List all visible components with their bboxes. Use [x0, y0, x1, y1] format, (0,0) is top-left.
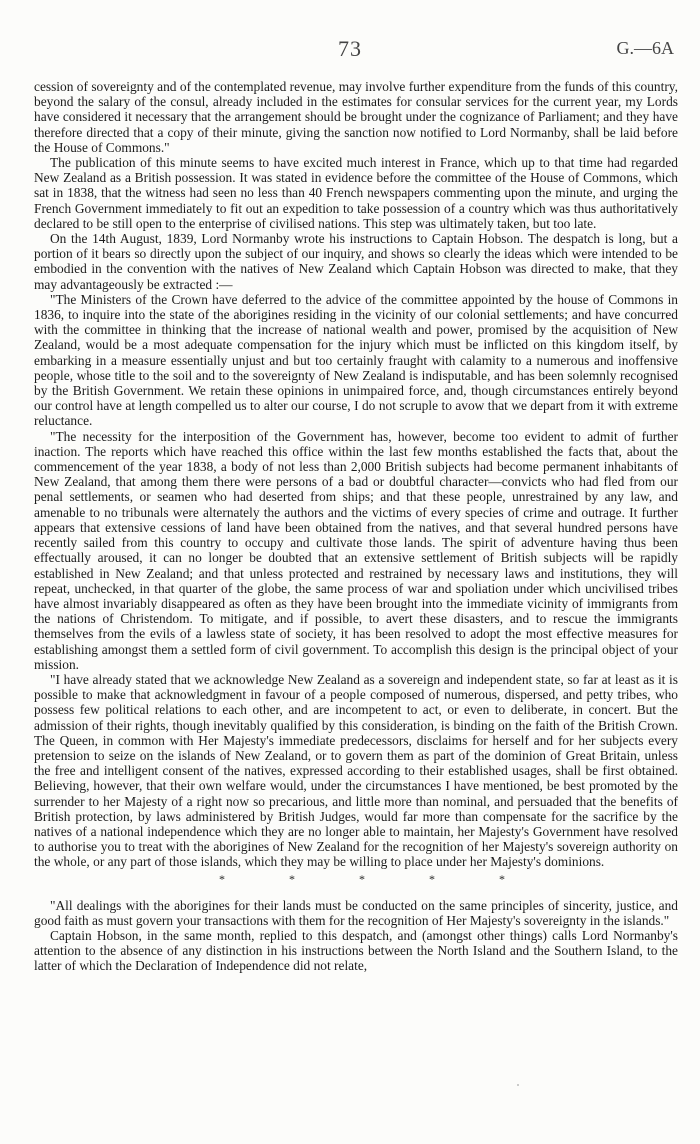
asterisk: *	[219, 871, 225, 886]
body-text	[34, 79, 678, 974]
asterisk: *	[359, 871, 365, 886]
asterisk: *	[289, 871, 295, 886]
paragraph-continued: cession of sovereignty and of the contemplated revenue, may involve further expenditure from the funds of this country, beyond the salary of the consul, already included in the estimates for consular services for the current year, my Lords have considered it necessary that the arrangement should be brought under the cognizance of Parliament; and they have therefore directed that a copy of their minute, giving the sanction now notified to Lord Normanby, shall be laid before the House of Commons."	[34, 79, 678, 155]
paragraph: The publication of this minute seems to have excited much interest in France, which up to that time had regarded New Zealand as a British possession. It was stated in evidence before the committee of the House of Commons, which sat in 1838, that the witness had seen no less than 40 French newspapers commenting upon the minute, and urging the French Government immediately to fit out an expedition to take possession of a country which was thus authoritatively declared to be still open to the enterprise of civilised nations. This step was ultimately taken, but too late.	[34, 155, 678, 231]
document-reference: G.—6A	[616, 38, 674, 58]
asterisk: *	[499, 871, 505, 886]
page-header	[0, 36, 700, 64]
quoted-paragraph: "The necessity for the interposition of the Government has, however, become too evident to admit of further inaction. The reports which have reached this office within the last few months established the facts that, about the commencement of the year 1838, a body of not less than 2,000 British subjects had become permanent inhabitants of New Zealand, that among them there were persons of a bad or doubtful character—convicts who had fled from our penal settlements, or seamen who had deserted from ships; and that these people, unrestrained by any law, and amenable to no tribunals were alternately the authors and the victims of every species of crime and outrage. It further appears that extensive cessions of land have been obtained from the natives, and that several hundred persons have recently sailed from this country to occupy and cultivate those lands. The spirit of adventure having thus been effectually aroused, it can no longer be doubted that an extensive settlement of British subjects will be rapidly established in New Zealand; and that unless protected and restrained by necessary laws and institutions, they will repeat, unchecked, in that quarter of the globe, the same process of war and spoliation under which uncivilised tribes have almost invariably disappeared as often as they have been brought into the immediate vicinity of immigrants from the nations of Christendom. To mitigate, and if possible, to avert these disasters, and to rescue the immigrants themselves from the evils of a lawless state of society, it has been resolved to adopt the most effective measures for establishing amongst them a settled form of civil government. To accomplish this design is the principal object of your mission.	[34, 428, 678, 672]
paragraph: Captain Hobson, in the same month, replied to this despatch, and (amongst other things) calls Lord Normanby's attention to the absence of any distinction in his instructions between the North Island and the Southern Island, to the latter of which the Declaration of Independence did not relate,	[34, 927, 678, 974]
quoted-paragraph: "The Ministers of the Crown have deferred to the advice of the committee appointed by the house of Commons in 1836, to inquire into the state of the aborigines residing in the vicinity of our colonial settlements; and have concurred with the committee in thinking that the increase of national wealth and power, promised by the acquisition of New Zealand, would be a most adequate compensation for the injury which must be inflicted on this kingdom itself, by embarking in a measure essentially unjust and but too certainly fraught with calamity to a numerous and inoffensive people, whose title to the soil and to the sovereignty of New Zealand is indisputable, and has been solemnly recognised by the British Government. We retain these opinions in unimpaired force, and, though circumstances entirely beyond our control have at length compelled us to alter our course, I do not scruple to avow that we depart from it with extreme reluctance.	[34, 291, 678, 429]
quoted-paragraph: "All dealings with the aborigines for their lands must be conducted on the same principles of sincerity, justice, and good faith as must govern your transactions with them for the recognition of Her Majesty's sovereignty in the islands."	[34, 897, 678, 928]
quoted-paragraph: "I have already stated that we acknowledge New Zealand as a sovereign and independent state, so far at least as it is possible to make that acknowledgment in favour of a people composed of numerous, dispersed, and petty tribes, who possess few political relations to each other, and are incompetent to act, or even to deliberate, in concert. But the admission of their rights, though inevitably qualified by this consideration, is binding on the faith of the British Crown. The Queen, in common with Her Majesty's immediate predecessors, disclaims for herself and for her subjects every pretension to seize on the islands of New Zealand, or to govern them as part of the dominion of Great Britain, unless the free and intelligent consent of the natives, expressed according to their established usages, shall be first obtained. Believing, however, that their own welfare would, under the circumstances I have mentioned, be best promoted by the surrender to her Majesty of a right now so precarious, and little more than nominal, and persuaded that the benefits of British protection, by laws administered by British Judges, would far more than compensate for the sacrifice by the natives of a national independence which they are no longer able to maintain, her Majesty's Government have resolved to authorise you to treat with the aborigines of New Zealand for the recognition of her Majesty's sovereign authority on the whole, or any part of those islands, which they may be willing to place under her Majesty's dominions.	[34, 671, 678, 870]
page-number: 73	[338, 36, 362, 61]
asterisk: *	[429, 871, 435, 886]
section-separator	[34, 872, 678, 886]
paragraph: On the 14th August, 1839, Lord Normanby wrote his instructions to Captain Hobson. The despatch is long, but a portion of it bears so directly upon the subject of our inquiry, and shows so clearly the ideas which were intended to be embodied in the convention with the natives of New Zealand which Captain Hobson was directed to make, that they may advantageously be extracted :—	[34, 231, 678, 292]
print-speck	[517, 1084, 519, 1086]
